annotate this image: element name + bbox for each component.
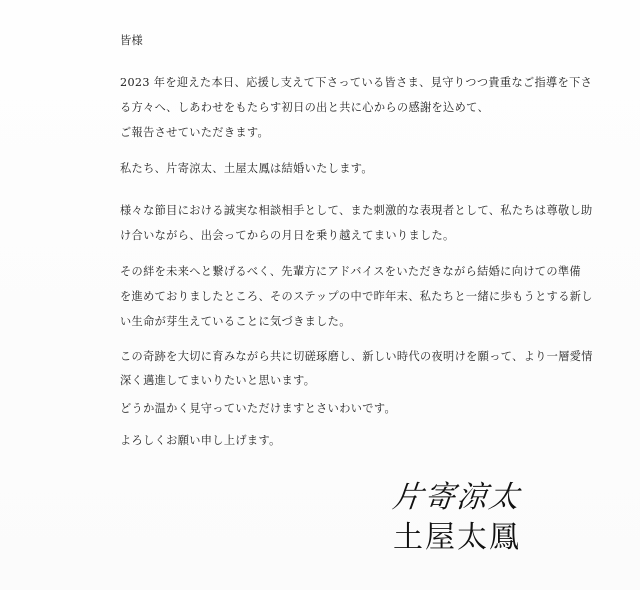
paragraph-line: 私たち、片寄涼太、土屋太鳳は結婚いたします。 — [120, 162, 373, 175]
paragraph-line: い生命が芽生えていることに気づきました。 — [120, 315, 351, 328]
paragraph-line: 2023 年を迎えた本日、応援し支えて下さっている皆さま、見守りつつ貴重なご指導を下さ — [120, 76, 593, 89]
paragraph-line: る方々へ、しあわせをもたらす初日の出と共に心からの感謝を込めて、 — [120, 101, 489, 114]
paragraph-line: 様々な節目における誠実な相談相手として、また刺激的な表現者として、私たちは尊敬し助 — [120, 204, 593, 217]
signature-name-2: 土屋太鳳 — [393, 520, 521, 555]
signature-name-1: 片寄涼太 — [390, 480, 523, 515]
paragraph-line: どうか温かく見守っていただけますとさいわいです。 — [120, 402, 397, 415]
paragraph-line: その絆を未来へと繋げるべく、先輩方にアドバイスをいただきながら結婚に向けての準備 — [120, 265, 581, 278]
salutation: 皆様 — [120, 34, 144, 47]
paragraph-line: この奇跡を大切に育みながら共に切磋琢磨し、新しい時代の夜明けを願って、より一層愛情 — [120, 350, 593, 363]
paragraph-line: 深く邁進してまいりたいと思います。 — [120, 374, 316, 387]
paragraph-line: よろしくお願い申し上げます。 — [120, 434, 281, 447]
paragraph-line: け合いながら、出会ってからの月日を乗り越えてまいりました。 — [120, 229, 455, 242]
paragraph-line: を進めておりましたところ、そのステップの中で昨年末、私たちと一緒に歩もうとする新し — [120, 290, 593, 303]
paragraph-line: ご報告させていただきます。 — [120, 126, 270, 139]
